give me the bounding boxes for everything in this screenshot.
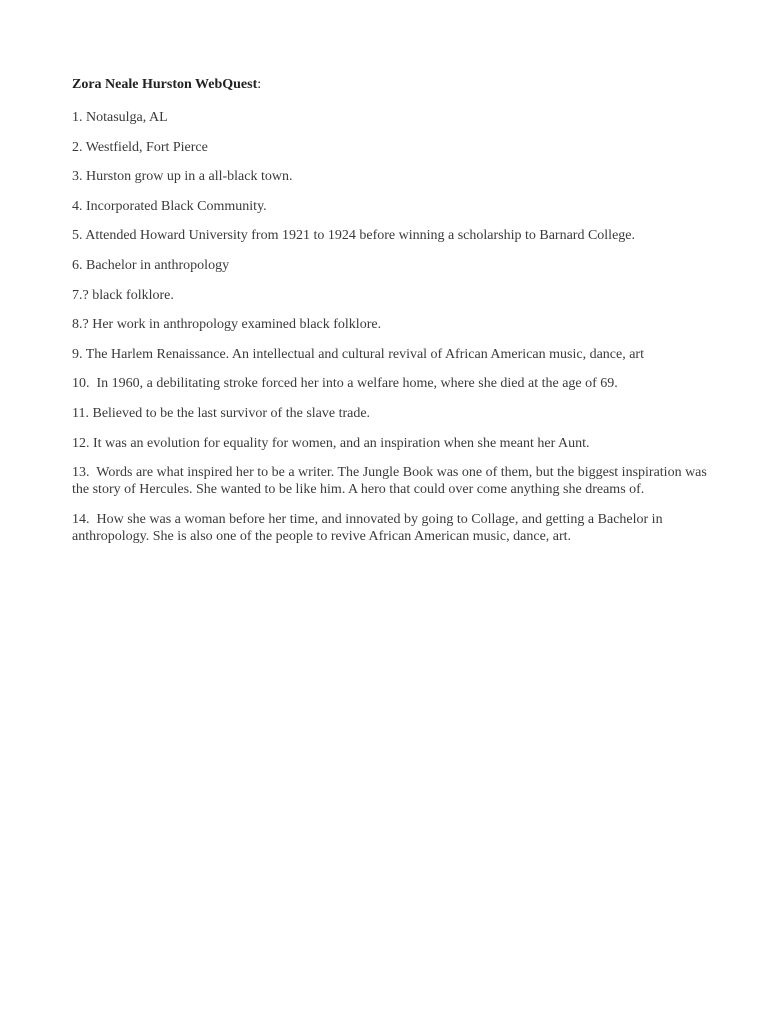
title-colon: :: [257, 77, 262, 92]
answer-item-14: 14. How she was a woman before her time, and innovated by going to Collage, and getting a Bachelor in anthropology. She is also one of the people to revive African American music, dance, art.: [72, 511, 667, 544]
answer-item-6: 6. Bachelor in anthropology: [72, 257, 230, 273]
answer-item-13: 13. Words are what inspired her to be a writer. The Jungle Book was one of them, but the biggest inspiration was the story of Hercules. She wanted to be like him. A hero that could over come anything she dreams of.: [72, 465, 711, 498]
answer-item-3: 3. Hurston grow up in a all-black town.: [72, 169, 293, 185]
answer-item-10: 10. In 1960, a debilitating stroke forced her into a welfare home, where she died at the age of 69.: [72, 376, 618, 392]
answer-item-2: 2. Westfield, Fort Pierce: [72, 139, 208, 155]
answer-item-1: 1. Notasulga, AL: [72, 110, 168, 125]
document-page: [72, 76, 712, 557]
answer-item-9: 9. The Harlem Renaissance. An intellectual and cultural revival of African American music, dance, art: [72, 346, 644, 362]
document-title: Zora Neale Hurston WebQuest: [72, 77, 258, 92]
answer-item-7: 7.? black folklore.: [72, 287, 174, 303]
answer-item-8: 8.? Her work in anthropology examined black folklore.: [72, 317, 382, 333]
answer-item-4: 4. Incorporated Black Community.: [72, 198, 267, 214]
answer-item-5: 5. Attended Howard University from 1921 to 1924 before winning a scholarship to Barnard College.: [72, 228, 635, 244]
answer-item-12: 12. It was an evolution for equality for women, and an inspiration when she meant her Aunt.: [72, 435, 590, 451]
answer-item-11: 11. Believed to be the last survivor of the slave trade.: [72, 405, 371, 421]
document-heading: [72, 76, 712, 94]
